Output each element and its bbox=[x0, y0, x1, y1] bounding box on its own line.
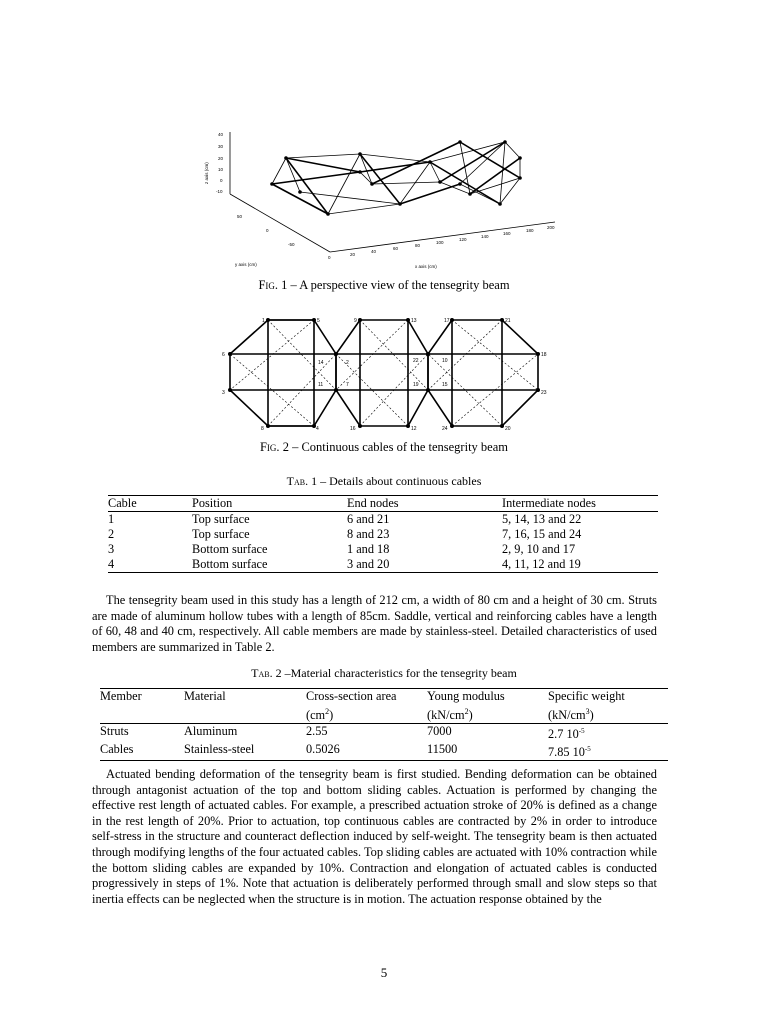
figure-1-caption bbox=[0, 278, 768, 293]
z-tick-labels bbox=[216, 132, 224, 194]
cell: Aluminum bbox=[184, 724, 238, 739]
table-row bbox=[108, 557, 658, 573]
node-label: 17 bbox=[444, 318, 450, 324]
unit-sup: 3 bbox=[585, 707, 590, 716]
header-text: Specific weight bbox=[548, 689, 625, 703]
cell: Struts bbox=[100, 724, 129, 739]
cell: 1 and 18 bbox=[347, 542, 390, 556]
node-label: 3 bbox=[222, 390, 225, 396]
node-label: 11 bbox=[318, 382, 324, 388]
cell: 4, 11, 12 and 19 bbox=[502, 557, 581, 571]
z-tick: 0 bbox=[220, 178, 223, 183]
header-cell: Intermediate nodes bbox=[502, 496, 658, 512]
node-label: 18 bbox=[541, 352, 547, 358]
cell: Bottom surface bbox=[192, 557, 268, 571]
z-tick: 30 bbox=[218, 144, 224, 149]
diagram-continuous-cables bbox=[230, 320, 538, 426]
node-label: 1 bbox=[262, 318, 265, 324]
x-tick: 60 bbox=[393, 246, 399, 251]
header-cell bbox=[100, 689, 184, 724]
body-paragraph-1 bbox=[92, 593, 657, 655]
cell: 3 bbox=[108, 542, 115, 556]
x-tick-labels bbox=[328, 225, 555, 260]
cell: Top surface bbox=[192, 527, 250, 541]
node-label: 2 bbox=[346, 360, 349, 366]
header-cell: End nodes bbox=[347, 496, 502, 512]
node-label: 16 bbox=[350, 426, 356, 432]
node-label: 10 bbox=[442, 358, 448, 364]
header-text: Member bbox=[100, 689, 142, 703]
node-label: 7 bbox=[346, 382, 349, 388]
cell: 2 bbox=[108, 527, 115, 541]
header-text: Material bbox=[184, 689, 226, 703]
header-text: Cross-section area bbox=[306, 689, 397, 703]
diagram-node-labels bbox=[222, 318, 547, 432]
y-tick-labels bbox=[237, 214, 295, 247]
cell: 5, 14, 13 and 22 bbox=[502, 512, 582, 526]
caption-text: 2 –Material characteristics for the tensegrity beam bbox=[272, 666, 517, 680]
x-tick: 140 bbox=[481, 234, 489, 239]
header-cell: Cable bbox=[108, 496, 192, 512]
cell: 7, 16, 15 and 24 bbox=[502, 527, 582, 541]
figure-2-caption bbox=[0, 440, 768, 455]
page-number: 5 bbox=[380, 965, 388, 980]
paragraph-text: The tensegrity beam used in this study has a length of 212 cm, a width of 80 cm and a height of 30 cm. Struts are made of aluminum hollow tubes with a length of 85cm. Saddle, vertical and reinforcing cables have a length of 60, 48 and 40 cm, respectively. All cable members are made by stainless-steel. Detailed characteristics of used members are summarized in Table 2. bbox=[92, 593, 657, 654]
z-tick: 10 bbox=[218, 167, 224, 172]
weight-base: 7.85 10 bbox=[548, 745, 585, 760]
node-label: 22 bbox=[413, 358, 419, 364]
table-header-row bbox=[100, 689, 668, 724]
header-cell: Position bbox=[192, 496, 347, 512]
caption-text: 1 – A perspective view of the tensegrity beam bbox=[278, 278, 510, 292]
caption-text: 2 – Continuous cables of the tensegrity beam bbox=[279, 440, 508, 454]
header-cell: Young modulus $(kN/cm^2)$ bbox=[427, 689, 548, 724]
diagram-struts bbox=[230, 320, 538, 426]
node-label: 14 bbox=[318, 360, 324, 366]
node-label: 13 bbox=[411, 318, 417, 324]
diagram-nodes bbox=[228, 318, 540, 428]
y-tick: 0 bbox=[266, 228, 269, 233]
cell bbox=[548, 742, 668, 761]
node-label: 5 bbox=[317, 318, 320, 324]
unit-text: (kN/cm bbox=[427, 708, 465, 723]
unit-text: (kN/cm bbox=[548, 708, 586, 723]
cell: 2.55 bbox=[306, 724, 328, 739]
caption-prefix: Tab. bbox=[286, 474, 309, 488]
header-cell bbox=[184, 689, 306, 724]
node-label: 12 bbox=[411, 426, 417, 432]
x-tick: 0 bbox=[328, 255, 331, 260]
y-tick: -50 bbox=[288, 242, 295, 247]
cell: Cables bbox=[100, 742, 134, 757]
x-tick: 160 bbox=[503, 231, 511, 236]
z-tick: 40 bbox=[218, 132, 224, 137]
cell: 8 and 23 bbox=[347, 527, 390, 541]
table-1-caption bbox=[0, 474, 768, 489]
x-tick: 200 bbox=[547, 225, 555, 230]
cell: 3 and 20 bbox=[347, 557, 390, 571]
table-row bbox=[108, 527, 658, 542]
table-row bbox=[108, 512, 658, 528]
table-2-material-characteristics bbox=[100, 688, 668, 761]
z-tick: 20 bbox=[218, 156, 224, 161]
figure-1-perspective-plot bbox=[200, 122, 570, 272]
cell bbox=[548, 724, 668, 743]
node-label: 24 bbox=[442, 426, 448, 432]
cell: 6 and 21 bbox=[347, 512, 390, 526]
node-label: 23 bbox=[541, 390, 547, 396]
y-axis-label: y axis (cm) bbox=[235, 262, 257, 267]
z-tick: -10 bbox=[216, 189, 223, 194]
x-tick: 100 bbox=[436, 240, 444, 245]
unit-sup: 2 bbox=[325, 707, 330, 716]
node-label: 9 bbox=[354, 318, 357, 324]
table-1-continuous-cables bbox=[108, 495, 658, 573]
header-text: Young modulus bbox=[427, 689, 505, 703]
header-cell: Cross-section area $(cm^2)$ bbox=[306, 689, 427, 724]
node-label: 19 bbox=[413, 382, 419, 388]
paragraph-text: Actuated bending deformation of the tensegrity beam is first studied. Bending deformation can be obtained through antagonist actuation of the top and bottom sliding cables. Actuation is performed by changing the effective rest length of actuated cables. For example, a prescribed actuation stroke of 20% is defined as a change in the rest length of 20%. Prior to actuation, top continuous cables are contracted by 2% in order to introduce self-stress in the structure and counteract deflection induced by self-weight. The tensegrity beam is then actuated through modifying lengths of the four actuated cables. Top sliding cables are actuated with 10% contraction while the bottom sliding cables are expanded by 10%. Contraction and elongation of actuated cables is conducted progressively in steps of 1%. Note that actuation is deliberately performed through small and slow steps so that inertia effects can be neglected when the structure is in motion. The actuation response obtained by the bbox=[92, 767, 657, 906]
table-header-row bbox=[108, 496, 658, 512]
x-tick: 40 bbox=[371, 249, 377, 254]
x-tick: 20 bbox=[350, 252, 356, 257]
cell: Stainless-steel bbox=[184, 742, 255, 757]
weight-exp: -5 bbox=[584, 745, 591, 754]
x-tick: 120 bbox=[459, 237, 467, 242]
cell: Bottom surface bbox=[192, 542, 268, 556]
cell: 7000 bbox=[427, 724, 452, 739]
weight-base: 2.7 10 bbox=[548, 727, 579, 742]
x-tick: 180 bbox=[526, 228, 534, 233]
cell: 1 bbox=[108, 512, 115, 526]
node-label: 4 bbox=[316, 426, 319, 432]
table-row bbox=[108, 542, 658, 557]
x-axis-label: x axis (cm) bbox=[415, 264, 437, 269]
node-label: 20 bbox=[505, 426, 511, 432]
y-tick: 50 bbox=[237, 214, 243, 219]
cell: Top surface bbox=[192, 512, 250, 526]
cell: 0.5026 bbox=[306, 742, 340, 757]
table-row bbox=[100, 724, 668, 743]
node-label: 6 bbox=[222, 352, 225, 358]
z-axis-label: z axis (cm) bbox=[204, 162, 209, 184]
cell: 2, 9, 10 and 17 bbox=[502, 542, 576, 556]
unit-text: (cm bbox=[306, 708, 326, 723]
cell: 11500 bbox=[427, 742, 458, 757]
unit-sup: 2 bbox=[464, 707, 469, 716]
caption-prefix: Fig. bbox=[259, 440, 280, 454]
node-label: 21 bbox=[505, 318, 511, 324]
node-label: 8 bbox=[261, 426, 264, 432]
cell: 4 bbox=[108, 557, 115, 571]
node-label: 15 bbox=[442, 382, 448, 388]
caption-prefix: Tab. bbox=[251, 666, 273, 680]
figure-2-cable-diagram bbox=[220, 314, 550, 432]
table-row bbox=[100, 742, 668, 761]
caption-text: 1 – Details about continuous cables bbox=[308, 474, 482, 488]
caption-prefix: Fig. bbox=[258, 278, 279, 292]
header-cell: Specific weight $(kN/cm^3)$ bbox=[548, 689, 668, 724]
weight-exp: -5 bbox=[578, 727, 585, 736]
body-paragraph-2 bbox=[92, 767, 657, 907]
x-tick: 80 bbox=[415, 243, 421, 248]
table-2-caption bbox=[0, 666, 768, 681]
